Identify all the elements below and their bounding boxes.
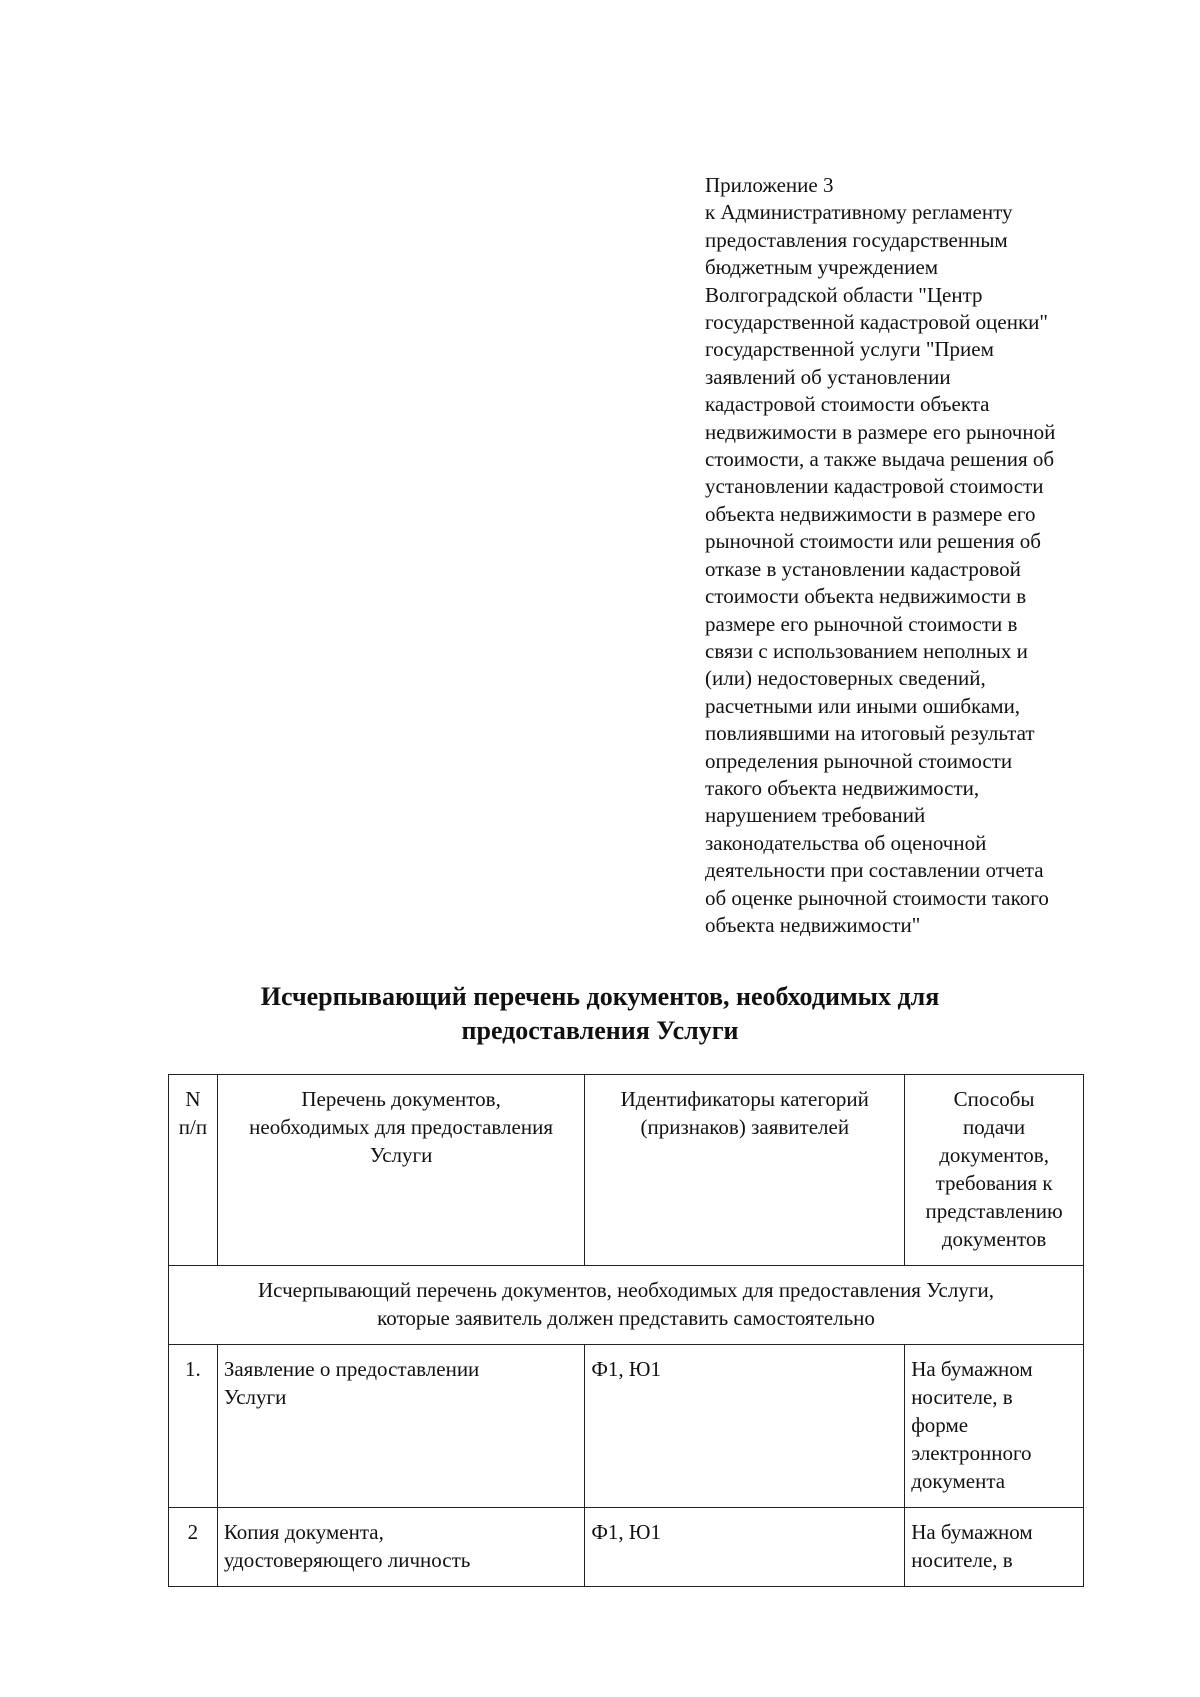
table-header-row — [169, 1075, 1084, 1266]
row-applicant-ids: Ф1, Ю1 — [585, 1345, 905, 1508]
row-number: 1. — [169, 1345, 218, 1508]
row-document: Заявление о предоставлении Услуги — [217, 1345, 585, 1508]
header-document-list: Перечень документов, необходимых для предоставления Услуги — [217, 1075, 585, 1266]
document-title: Исчерпывающий перечень документов, необходимых для предоставления Услуги — [260, 982, 940, 1045]
documents-table — [168, 1074, 1084, 1587]
table-section-row — [169, 1266, 1084, 1345]
table-row — [169, 1508, 1084, 1587]
annex-caption: Приложение 3 к Административному регламенту предоставления государственным бюджетным учреждением Волгоградской области "Центр государственной кадастровой оценки" государственной услуги "Прием заявлений об установлении кадастровой стоимости объекта недвижимости в размере его рыночной стоимости, а также выдача решения об установлении кадастровой стоимости объекта недвижимости в размере его рыночной стоимости или решения об отказе в установлении кадастровой стоимости объекта недвижимости в размере его рыночной стоимости в связи с использованием неполных и (или) недостоверных сведений, расчетными или иными ошибками, повлиявшими на итоговый результат определения рыночной стоимости такого объекта недвижимости, нарушением требований законодательства об оценочной деятельности при составлении отчета об оценке рыночной стоимости такого объекта недвижимости" — [705, 173, 1056, 937]
row-number: 2 — [169, 1508, 218, 1587]
header-submission-methods: Способы подачи документов, требования к представлению документов — [905, 1075, 1084, 1266]
row-applicant-ids: Ф1, Ю1 — [585, 1508, 905, 1587]
row-submission-method: На бумажном носителе, в форме электронного документа — [905, 1345, 1084, 1508]
header-applicant-ids: Идентификаторы категорий (признаков) заявителей — [585, 1075, 905, 1266]
row-submission-method: На бумажном носителе, в — [905, 1508, 1084, 1587]
table-row — [169, 1345, 1084, 1508]
section-heading: Исчерпывающий перечень документов, необходимых для предоставления Услуги, которые заявитель должен представить самостоятельно — [169, 1266, 1084, 1345]
row-document: Копия документа, удостоверяющего личность — [217, 1508, 585, 1587]
header-number: N п/п — [169, 1075, 218, 1266]
